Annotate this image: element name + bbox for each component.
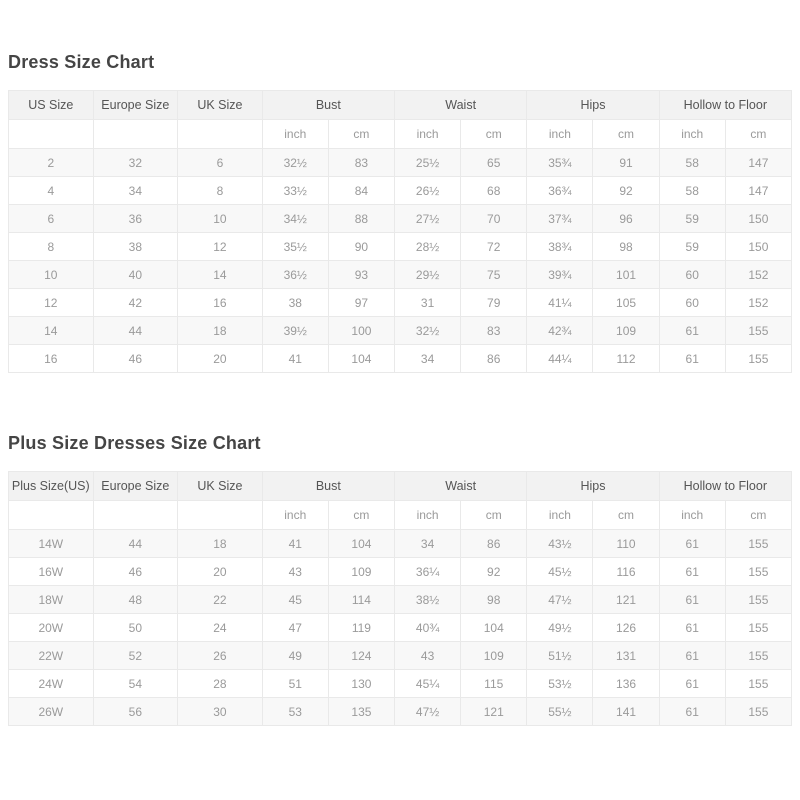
size-cell: 31 bbox=[395, 289, 461, 317]
size-cell: 16 bbox=[178, 289, 263, 317]
size-cell: 60 bbox=[659, 261, 725, 289]
size-cell: 20W bbox=[9, 614, 94, 642]
size-cell: 131 bbox=[593, 642, 659, 670]
unit-header-row bbox=[9, 120, 792, 149]
size-cell: 72 bbox=[461, 233, 527, 261]
size-cell: 43½ bbox=[527, 530, 593, 558]
size-cell: 46 bbox=[93, 345, 178, 373]
size-cell: 45½ bbox=[527, 558, 593, 586]
size-row bbox=[9, 177, 792, 205]
unit-header-row bbox=[9, 501, 792, 530]
size-row bbox=[9, 205, 792, 233]
size-cell: 41¼ bbox=[527, 289, 593, 317]
size-cell: 104 bbox=[328, 345, 394, 373]
size-cell: 61 bbox=[659, 642, 725, 670]
size-cell: 61 bbox=[659, 345, 725, 373]
size-cell: 56 bbox=[93, 698, 178, 726]
size-cell: 14 bbox=[178, 261, 263, 289]
size-cell: 155 bbox=[725, 530, 791, 558]
column-header: Bust bbox=[262, 91, 394, 120]
size-cell: 43 bbox=[262, 558, 328, 586]
size-cell: 47½ bbox=[395, 698, 461, 726]
size-cell: 34 bbox=[93, 177, 178, 205]
empty-header-cell bbox=[93, 120, 178, 149]
size-row bbox=[9, 233, 792, 261]
size-cell: 10 bbox=[178, 205, 263, 233]
size-cell: 83 bbox=[328, 149, 394, 177]
size-cell: 47½ bbox=[527, 586, 593, 614]
size-cell: 86 bbox=[461, 345, 527, 373]
unit-header: cm bbox=[725, 120, 791, 149]
size-cell: 92 bbox=[461, 558, 527, 586]
group-header-row bbox=[9, 91, 792, 120]
dress-size-chart-section bbox=[8, 52, 792, 373]
size-cell: 147 bbox=[725, 149, 791, 177]
size-cell: 20 bbox=[178, 558, 263, 586]
size-cell: 104 bbox=[328, 530, 394, 558]
column-header: UK Size bbox=[178, 472, 263, 501]
unit-header: cm bbox=[725, 501, 791, 530]
size-cell: 44 bbox=[93, 317, 178, 345]
size-cell: 16 bbox=[9, 345, 94, 373]
size-cell: 83 bbox=[461, 317, 527, 345]
size-cell: 155 bbox=[725, 345, 791, 373]
size-cell: 27½ bbox=[395, 205, 461, 233]
size-row bbox=[9, 261, 792, 289]
column-header: Europe Size bbox=[93, 472, 178, 501]
size-cell: 36 bbox=[93, 205, 178, 233]
size-cell: 29½ bbox=[395, 261, 461, 289]
column-header: Hollow to Floor bbox=[659, 472, 791, 501]
size-cell: 24 bbox=[178, 614, 263, 642]
empty-header-cell bbox=[93, 501, 178, 530]
size-cell: 32½ bbox=[395, 317, 461, 345]
size-cell: 41 bbox=[262, 345, 328, 373]
size-cell: 155 bbox=[725, 317, 791, 345]
plus-size-chart-title: Plus Size Dresses Size Chart bbox=[8, 433, 261, 453]
column-header: US Size bbox=[9, 91, 94, 120]
size-cell: 14W bbox=[9, 530, 94, 558]
size-cell: 40 bbox=[93, 261, 178, 289]
size-cell: 51½ bbox=[527, 642, 593, 670]
size-cell: 91 bbox=[593, 149, 659, 177]
size-cell: 12 bbox=[9, 289, 94, 317]
size-cell: 20 bbox=[178, 345, 263, 373]
size-cell: 38¾ bbox=[527, 233, 593, 261]
group-header-row bbox=[9, 472, 792, 501]
size-cell: 6 bbox=[178, 149, 263, 177]
size-cell: 59 bbox=[659, 233, 725, 261]
size-cell: 110 bbox=[593, 530, 659, 558]
size-cell: 32½ bbox=[262, 149, 328, 177]
size-cell: 47 bbox=[262, 614, 328, 642]
size-cell: 34 bbox=[395, 530, 461, 558]
size-cell: 147 bbox=[725, 177, 791, 205]
size-row bbox=[9, 345, 792, 373]
size-cell: 98 bbox=[461, 586, 527, 614]
size-row bbox=[9, 149, 792, 177]
size-cell: 130 bbox=[328, 670, 394, 698]
column-header: Hollow to Floor bbox=[659, 91, 791, 120]
size-cell: 38 bbox=[262, 289, 328, 317]
size-cell: 6 bbox=[9, 205, 94, 233]
size-cell: 50 bbox=[93, 614, 178, 642]
unit-header: inch bbox=[527, 501, 593, 530]
size-cell: 26 bbox=[178, 642, 263, 670]
size-cell: 24W bbox=[9, 670, 94, 698]
size-cell: 33½ bbox=[262, 177, 328, 205]
unit-header: inch bbox=[262, 501, 328, 530]
size-cell: 155 bbox=[725, 614, 791, 642]
size-cell: 16W bbox=[9, 558, 94, 586]
unit-header: cm bbox=[461, 501, 527, 530]
column-header: Europe Size bbox=[93, 91, 178, 120]
size-cell: 86 bbox=[461, 530, 527, 558]
size-row bbox=[9, 586, 792, 614]
size-cell: 45¼ bbox=[395, 670, 461, 698]
size-cell: 32 bbox=[93, 149, 178, 177]
size-cell: 22W bbox=[9, 642, 94, 670]
column-header: Hips bbox=[527, 472, 659, 501]
size-cell: 18 bbox=[178, 317, 263, 345]
size-cell: 42¾ bbox=[527, 317, 593, 345]
size-row bbox=[9, 642, 792, 670]
unit-header: cm bbox=[593, 120, 659, 149]
size-cell: 54 bbox=[93, 670, 178, 698]
size-cell: 18 bbox=[178, 530, 263, 558]
size-cell: 37¾ bbox=[527, 205, 593, 233]
size-cell: 65 bbox=[461, 149, 527, 177]
size-row bbox=[9, 558, 792, 586]
size-cell: 42 bbox=[93, 289, 178, 317]
size-cell: 28 bbox=[178, 670, 263, 698]
size-cell: 26½ bbox=[395, 177, 461, 205]
size-cell: 114 bbox=[328, 586, 394, 614]
size-cell: 105 bbox=[593, 289, 659, 317]
unit-header: cm bbox=[328, 120, 394, 149]
column-header: Waist bbox=[395, 472, 527, 501]
size-row bbox=[9, 670, 792, 698]
size-cell: 75 bbox=[461, 261, 527, 289]
size-cell: 70 bbox=[461, 205, 527, 233]
size-cell: 45 bbox=[262, 586, 328, 614]
size-cell: 48 bbox=[93, 586, 178, 614]
column-header: UK Size bbox=[178, 91, 263, 120]
size-cell: 155 bbox=[725, 642, 791, 670]
size-cell: 39¾ bbox=[527, 261, 593, 289]
size-cell: 36½ bbox=[262, 261, 328, 289]
size-cell: 59 bbox=[659, 205, 725, 233]
size-cell: 61 bbox=[659, 317, 725, 345]
size-cell: 84 bbox=[328, 177, 394, 205]
unit-header: inch bbox=[659, 501, 725, 530]
size-cell: 96 bbox=[593, 205, 659, 233]
size-cell: 53½ bbox=[527, 670, 593, 698]
size-cell: 8 bbox=[9, 233, 94, 261]
size-cell: 18W bbox=[9, 586, 94, 614]
size-cell: 61 bbox=[659, 558, 725, 586]
size-cell: 61 bbox=[659, 698, 725, 726]
size-cell: 2 bbox=[9, 149, 94, 177]
size-row bbox=[9, 530, 792, 558]
size-cell: 92 bbox=[593, 177, 659, 205]
empty-header-cell bbox=[178, 501, 263, 530]
column-header: Waist bbox=[395, 91, 527, 120]
column-header: Plus Size(US) bbox=[9, 472, 94, 501]
size-cell: 79 bbox=[461, 289, 527, 317]
size-cell: 109 bbox=[461, 642, 527, 670]
plus-size-table bbox=[8, 471, 792, 726]
size-row bbox=[9, 289, 792, 317]
column-header: Bust bbox=[262, 472, 394, 501]
empty-header-cell bbox=[9, 501, 94, 530]
size-cell: 97 bbox=[328, 289, 394, 317]
size-cell: 38 bbox=[93, 233, 178, 261]
size-cell: 109 bbox=[328, 558, 394, 586]
size-cell: 141 bbox=[593, 698, 659, 726]
size-cell: 28½ bbox=[395, 233, 461, 261]
size-cell: 34½ bbox=[262, 205, 328, 233]
size-cell: 93 bbox=[328, 261, 394, 289]
unit-header: cm bbox=[328, 501, 394, 530]
size-cell: 52 bbox=[93, 642, 178, 670]
size-cell: 46 bbox=[93, 558, 178, 586]
size-cell: 8 bbox=[178, 177, 263, 205]
size-cell: 116 bbox=[593, 558, 659, 586]
size-cell: 150 bbox=[725, 205, 791, 233]
size-cell: 60 bbox=[659, 289, 725, 317]
size-cell: 61 bbox=[659, 586, 725, 614]
size-cell: 135 bbox=[328, 698, 394, 726]
size-cell: 90 bbox=[328, 233, 394, 261]
size-cell: 43 bbox=[395, 642, 461, 670]
size-cell: 10 bbox=[9, 261, 94, 289]
size-cell: 155 bbox=[725, 670, 791, 698]
size-cell: 22 bbox=[178, 586, 263, 614]
size-row bbox=[9, 614, 792, 642]
size-cell: 61 bbox=[659, 670, 725, 698]
size-cell: 101 bbox=[593, 261, 659, 289]
size-cell: 155 bbox=[725, 698, 791, 726]
size-cell: 34 bbox=[395, 345, 461, 373]
unit-header: cm bbox=[593, 501, 659, 530]
size-cell: 68 bbox=[461, 177, 527, 205]
size-cell: 152 bbox=[725, 289, 791, 317]
size-cell: 12 bbox=[178, 233, 263, 261]
size-cell: 58 bbox=[659, 149, 725, 177]
size-cell: 109 bbox=[593, 317, 659, 345]
size-cell: 104 bbox=[461, 614, 527, 642]
size-cell: 58 bbox=[659, 177, 725, 205]
size-cell: 25½ bbox=[395, 149, 461, 177]
size-cell: 38½ bbox=[395, 586, 461, 614]
size-cell: 36¾ bbox=[527, 177, 593, 205]
size-cell: 150 bbox=[725, 233, 791, 261]
size-cell: 41 bbox=[262, 530, 328, 558]
size-cell: 49½ bbox=[527, 614, 593, 642]
size-cell: 26W bbox=[9, 698, 94, 726]
size-cell: 61 bbox=[659, 614, 725, 642]
size-cell: 100 bbox=[328, 317, 394, 345]
size-cell: 44 bbox=[93, 530, 178, 558]
size-cell: 155 bbox=[725, 586, 791, 614]
size-cell: 53 bbox=[262, 698, 328, 726]
unit-header: inch bbox=[527, 120, 593, 149]
size-cell: 88 bbox=[328, 205, 394, 233]
size-cell: 124 bbox=[328, 642, 394, 670]
size-cell: 4 bbox=[9, 177, 94, 205]
size-cell: 121 bbox=[461, 698, 527, 726]
size-cell: 49 bbox=[262, 642, 328, 670]
unit-header: cm bbox=[461, 120, 527, 149]
size-cell: 115 bbox=[461, 670, 527, 698]
unit-header: inch bbox=[659, 120, 725, 149]
empty-header-cell bbox=[9, 120, 94, 149]
plus-size-chart-section bbox=[8, 433, 792, 726]
size-cell: 51 bbox=[262, 670, 328, 698]
size-cell: 112 bbox=[593, 345, 659, 373]
column-header: Hips bbox=[527, 91, 659, 120]
size-cell: 35½ bbox=[262, 233, 328, 261]
size-cell: 98 bbox=[593, 233, 659, 261]
unit-header: inch bbox=[395, 120, 461, 149]
empty-header-cell bbox=[178, 120, 263, 149]
size-cell: 30 bbox=[178, 698, 263, 726]
dress-size-chart-title: Dress Size Chart bbox=[8, 52, 155, 72]
size-cell: 36¼ bbox=[395, 558, 461, 586]
unit-header: inch bbox=[262, 120, 328, 149]
size-cell: 14 bbox=[9, 317, 94, 345]
size-row bbox=[9, 698, 792, 726]
size-cell: 152 bbox=[725, 261, 791, 289]
size-cell: 155 bbox=[725, 558, 791, 586]
size-cell: 39½ bbox=[262, 317, 328, 345]
dress-size-table bbox=[8, 90, 792, 373]
size-cell: 119 bbox=[328, 614, 394, 642]
size-cell: 136 bbox=[593, 670, 659, 698]
size-cell: 35¾ bbox=[527, 149, 593, 177]
size-row bbox=[9, 317, 792, 345]
size-cell: 121 bbox=[593, 586, 659, 614]
unit-header: inch bbox=[395, 501, 461, 530]
size-cell: 55½ bbox=[527, 698, 593, 726]
size-cell: 61 bbox=[659, 530, 725, 558]
size-cell: 40¾ bbox=[395, 614, 461, 642]
size-cell: 126 bbox=[593, 614, 659, 642]
size-cell: 44¼ bbox=[527, 345, 593, 373]
